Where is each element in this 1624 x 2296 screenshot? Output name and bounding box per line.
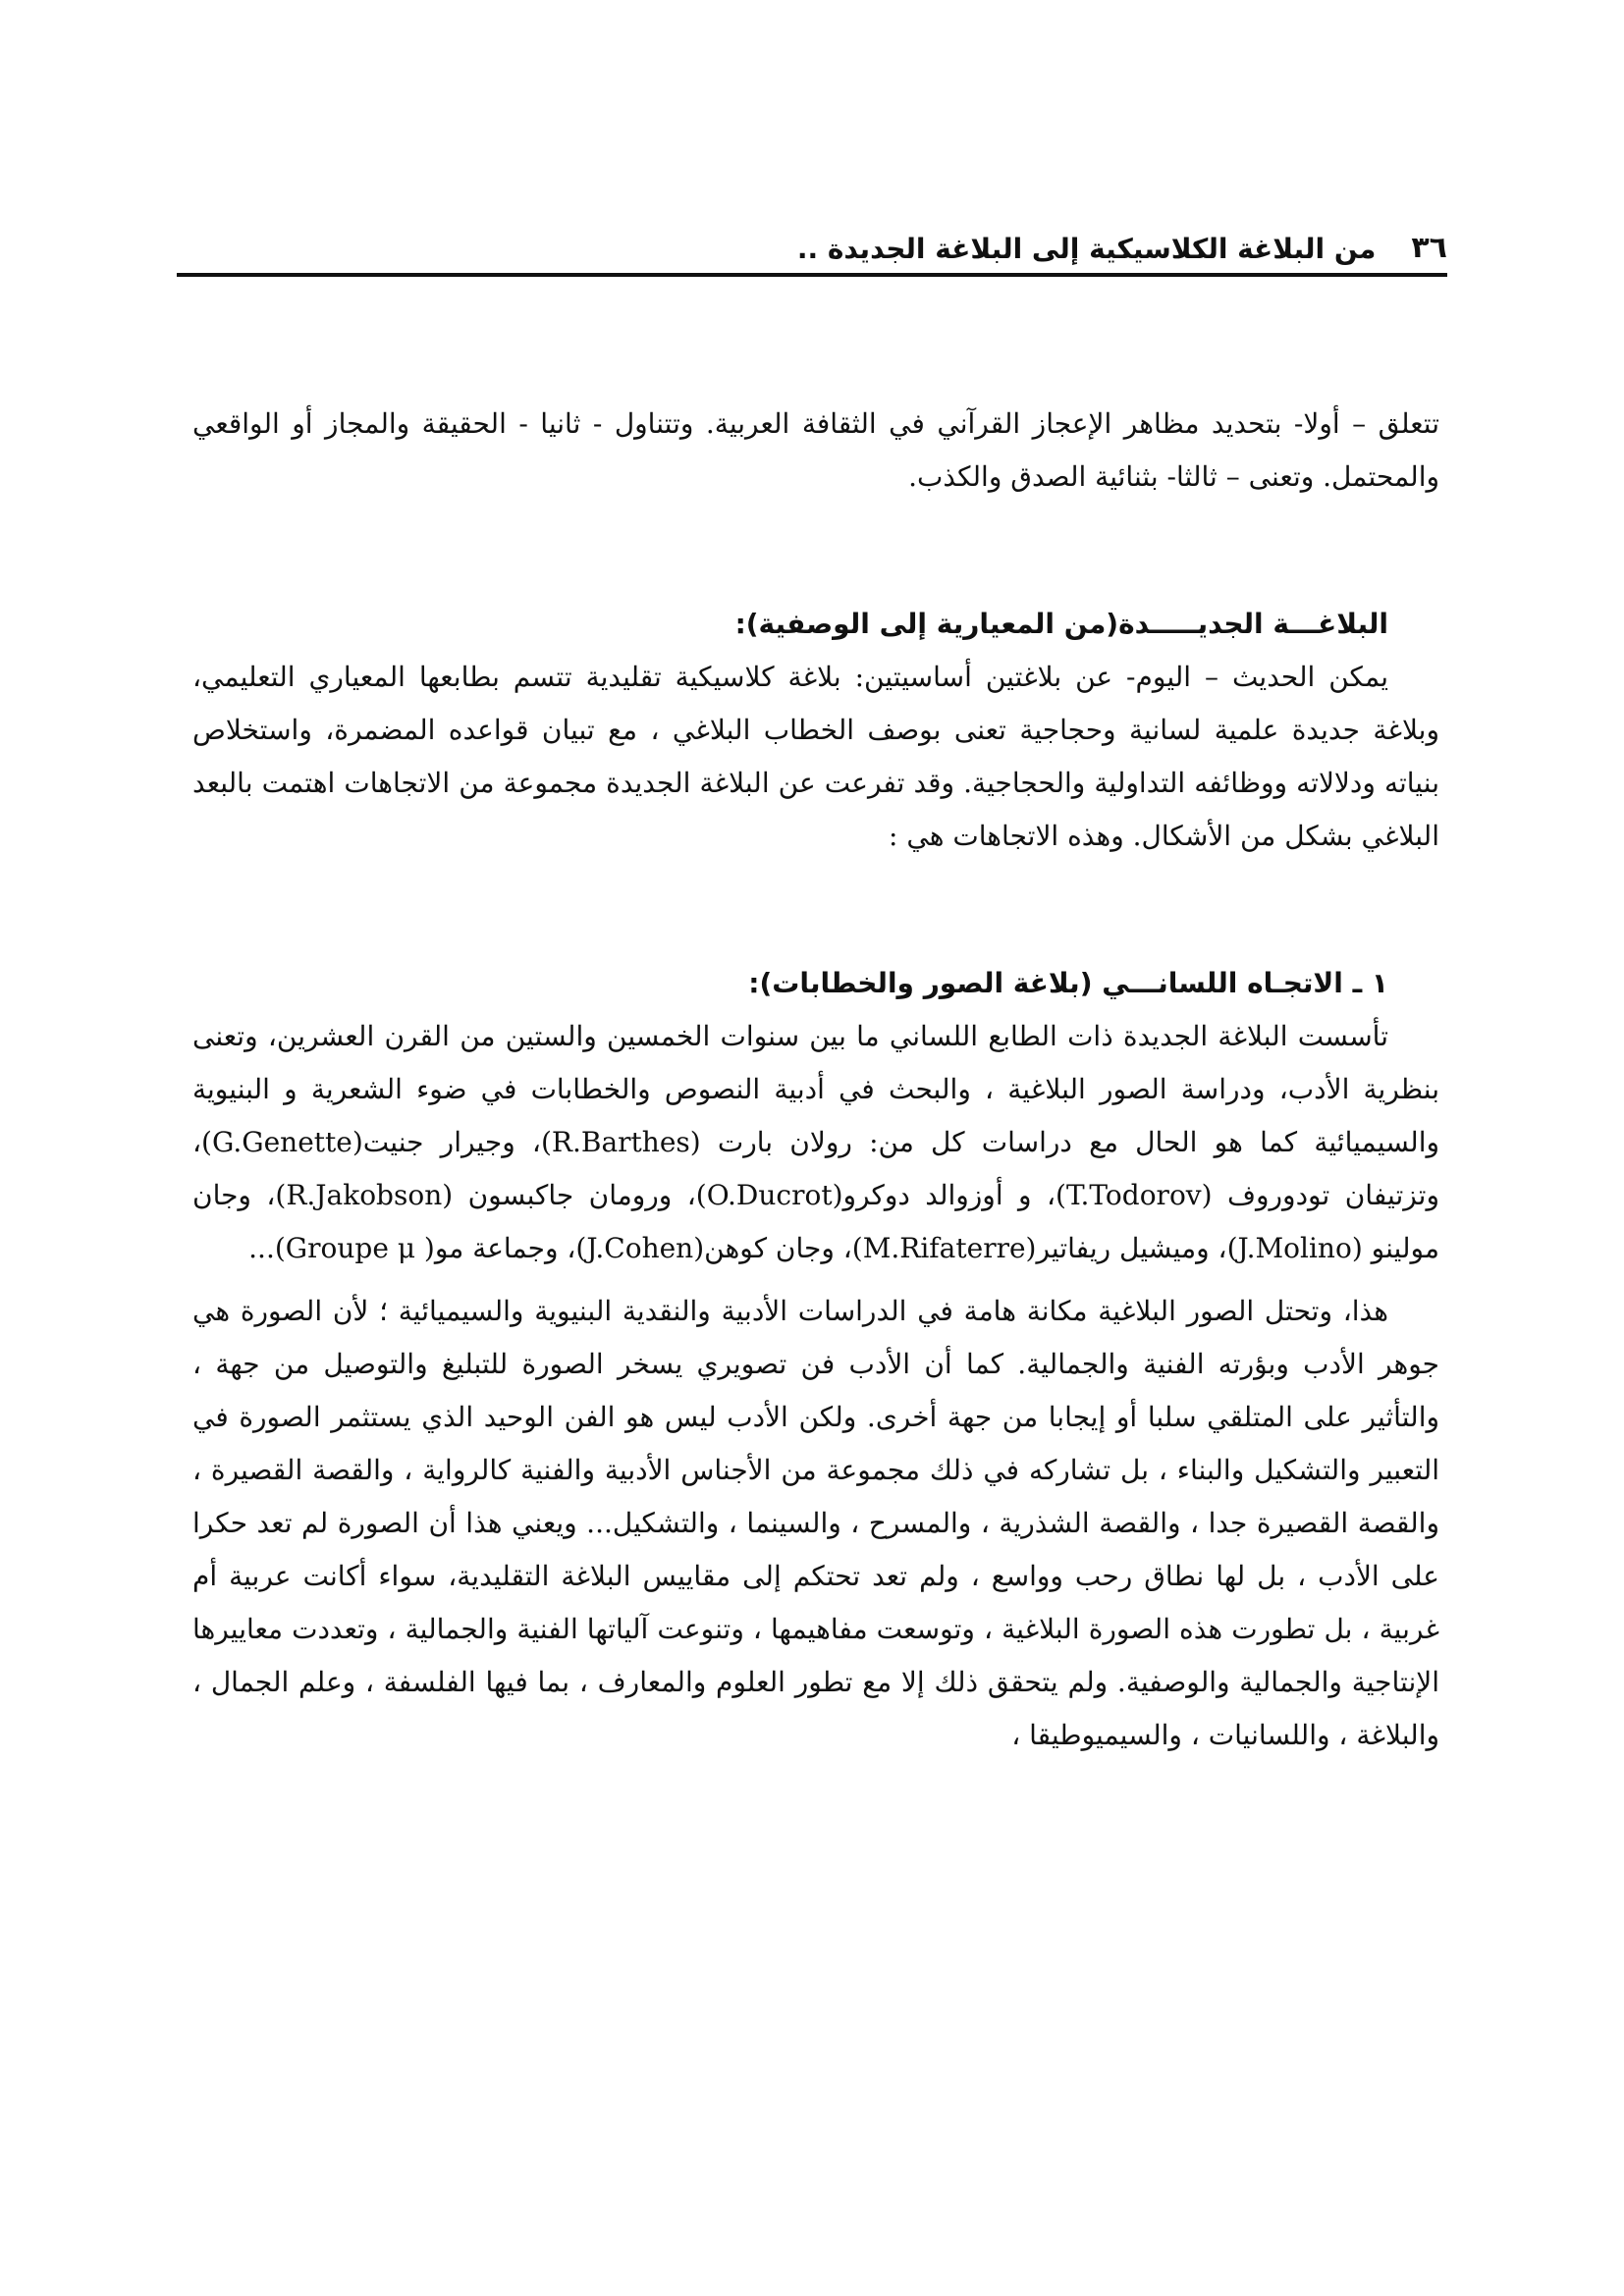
section-spacer [192,504,1439,598]
section-spacer [192,863,1439,957]
paragraph-two-rhetorics: يمكن الحديث – اليوم- عن بلاغتين أساسيتين: بلاغة كلاسيكية تقليدية تتسم بطابعها المعياري التعليمي، وبلاغة جديدة علمية لسانية وحجاجية تعنى بوصف الخطاب البلاغي ، مع تبيان قواعده المضمرة، واستخلاص بنياته ودلالاته ووظائفه التداولية والحجاجية. وقد تفرعت عن البلاغة الجديدة مجموعة من الاتجاهات اهتمت بالبعد البلاغي بشكل من الأشكال. وهذه الاتجاهات هي : [192,661,1439,852]
paragraph-rhetorical-images: هذا، وتحتل الصور البلاغية مكانة هامة في الدراسات الأدبية والنقدية البنيوية والسيميائية ؛ لأن الصورة هي جوهر الأدب وبؤرته الفنية والجمالية. كما أن الأدب فن تصويري يسخر الصورة للتبليغ والتوصيل من جهة ، والتأثير على المتلقي سلبا أو إيجابا من جهة أخرى. ولكن الأدب ليس هو الفن الوحيد الذي يستثمر الصورة في التعبير والتشكيل والبناء ، بل تشاركه في ذلك مجموعة من الأجناس الأدبية والفنية كالرواية ، والقصة القصيرة ، والقصة القصيرة جدا ، والقصة الشذرية ، والمسرح ، والسينما ، والتشكيل... ويعني هذا أن الصورة لم تعد حكرا على الأدب ، بل لها نطاق رحب وواسع ، ولم تعد تحتكم إلى مقاييس البلاغة التقليدية، سواء أكانت عربية أم غربية ، بل تطورت هذه الصورة البلاغية ، وتوسعت مفاهيمها ، وتنوعت آلياتها الفنية والجمالية ، وتعددت معاييرها الإنتاجية والجمالية والوصفية. ولم يتحقق ذلك إلا مع تطور العلوم والمعارف ، بما فيها الفلسفة ، وعلم الجمال ، والبلاغة ، واللسانيات ، والسيميوطيقا ، [192,1295,1439,1751]
running-title: من البلاغة الكلاسيكية إلى البلاغة الجديدة .. [796,233,1377,265]
page-header [177,218,1447,277]
section-heading-new-rhetoric: البلاغـــة الجديـــــدة(من المعيارية إلى الوصفية): [734,608,1388,640]
paragraph-spacer [192,1275,1439,1285]
intro-paragraph: تتعلق – أولا- بتحديد مظاهر الإعجاز القرآني في الثقافة العربية. وتتناول - ثانيا - الحقيقة والمجاز أو الواقعي والمحتمل. وتعنى – ثالثا- بثنائية الصدق والكذب. [192,407,1439,493]
page-content [192,398,1439,1762]
page-number: ٣٦ [1411,231,1447,265]
section-heading-linguistic-trend: ١ ـ الاتجـاه اللسانـــي (بلاغة الصور والخطابات): [748,967,1388,999]
paragraph-linguistic-rhetoric: تأسست البلاغة الجديدة ذات الطابع اللساني ما بين سنوات الخمسين والستين من القرن العشرين، وتعنى بنظرية الأدب، ودراسة الصور البلاغية ، والبحث في أدبية النصوص والخطابات في ضوء الشعرية و البنيوية والسيميائية كما هو الحال مع دراسات كل من: رولان بارت (R.Barthes)، وجيرار جنيت(G.Genette)، وتزتيفان تودوروف (T.Todorov)، و أوزوالد دوكرو(O.Ducrot)، ورومان جاكبسون (R.Jakobson)، وجان مولينو (J.Molino)، وميشيل ريفاتير(M.Rifaterre)، وجان كوهن(J.Cohen)، وجماعة مو( Groupe μ)... [192,1020,1440,1264]
